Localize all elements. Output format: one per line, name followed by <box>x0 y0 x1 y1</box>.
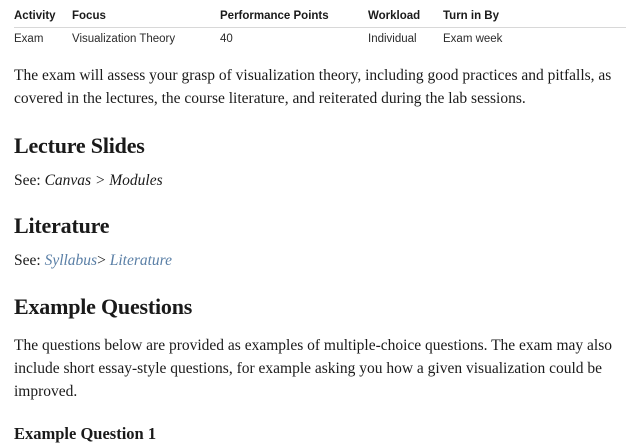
column-header-focus: Focus <box>72 10 220 28</box>
example-questions-paragraph: The questions below are provided as examples of multiple-choice questions. The exam may also include short essay-style questions, for example asking you how a given visualization could be improved. <box>14 336 613 401</box>
column-header-activity: Activity <box>14 10 72 28</box>
heading-lecture-slides: Lecture Slides <box>14 132 145 158</box>
path-separator: > <box>97 252 106 270</box>
subheading-example-question-1: Example Question 1 <box>14 423 157 443</box>
lecture-slides-reference <box>14 170 626 192</box>
cell-activity: Exam <box>14 33 44 45</box>
see-label-lecture-slides: See: <box>14 171 41 189</box>
literature-link[interactable]: Literature <box>109 252 173 270</box>
table-header-row <box>14 10 626 28</box>
canvas-modules-path: Canvas > Modules <box>44 171 163 189</box>
intro-paragraph: The exam will assess your grasp of visualization theory, including good practices and pitfalls, as covered in the lectures, the course literature, and reiterated during the lab sessions. <box>14 67 612 108</box>
cell-focus: Visualization Theory <box>72 33 176 45</box>
heading-example-questions: Example Questions <box>14 293 193 319</box>
column-header-performance-points: Performance Points <box>220 10 368 28</box>
literature-reference <box>14 250 626 272</box>
cell-workload: Individual <box>368 33 417 45</box>
cell-performance-points: 40 <box>220 33 233 45</box>
table-row <box>14 28 626 51</box>
column-header-turn-in-by: Turn in By <box>443 10 626 28</box>
cell-turn-in-by: Exam week <box>443 33 503 45</box>
column-header-workload: Workload <box>368 10 443 28</box>
syllabus-link[interactable]: Syllabus <box>44 252 98 270</box>
heading-literature: Literature <box>14 213 110 239</box>
assignment-info-table <box>14 10 626 50</box>
see-label-literature: See: <box>14 252 41 270</box>
